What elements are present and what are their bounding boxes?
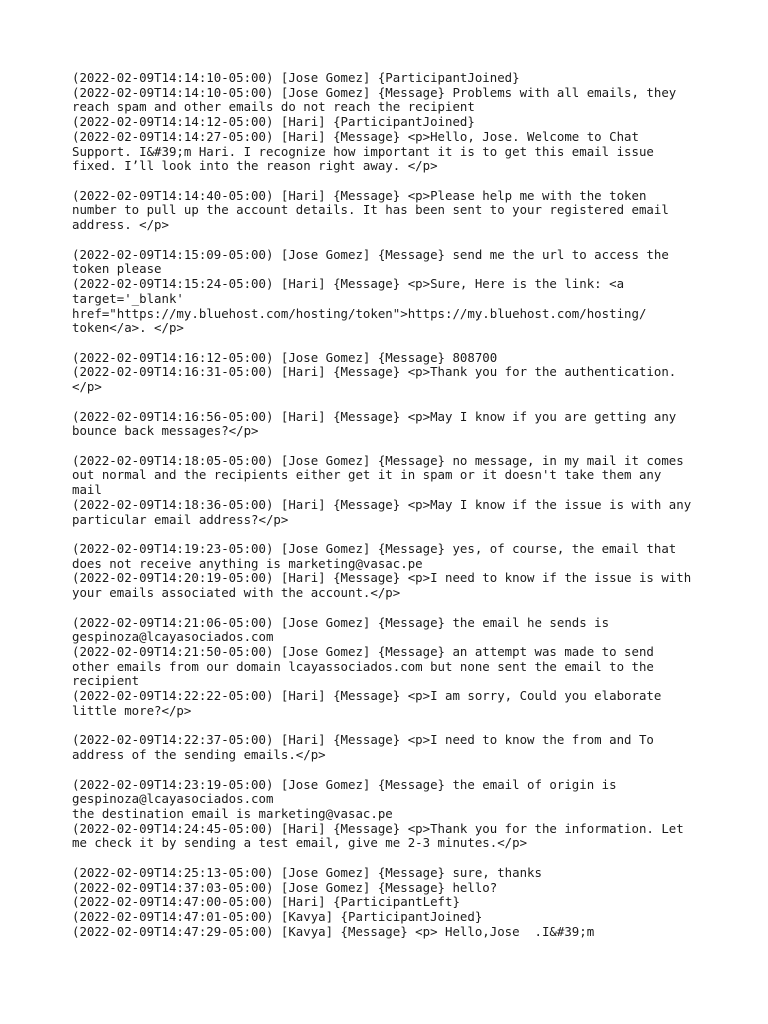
blank-line bbox=[72, 336, 712, 351]
transcript-line: (2022-02-09T14:18:05-05:00) [Jose Gomez] {Message} no message, in my mail it comes bbox=[72, 452, 684, 468]
transcript-line: (2022-02-09T14:37:03-05:00) [Jose Gomez] {Message} hello? bbox=[72, 879, 498, 895]
transcript-line: token please bbox=[72, 261, 162, 277]
transcript-line: gespinoza@lcayasociados.com bbox=[72, 791, 274, 807]
blank-line bbox=[72, 601, 712, 616]
transcript-line: (2022-02-09T14:47:00-05:00) [Hari] {ParticipantLeft} bbox=[72, 894, 460, 910]
transcript-line: token</a>. </p> bbox=[72, 320, 184, 336]
transcript-line: (2022-02-09T14:47:01-05:00) [Kavya] {ParticipantJoined} bbox=[72, 908, 483, 924]
transcript-line: gespinoza@lcayasociados.com bbox=[72, 629, 274, 645]
transcript-line: (2022-02-09T14:18:36-05:00) [Hari] {Message} <p>May I know if the issue is with any bbox=[72, 496, 692, 512]
transcript-line: (2022-02-09T14:14:10-05:00) [Jose Gomez] {ParticipantJoined} bbox=[72, 70, 520, 85]
transcript-line: (2022-02-09T14:22:22-05:00) [Hari] {Message} <p>I am sorry, Could you elaborate bbox=[72, 688, 662, 704]
transcript-line: address. </p> bbox=[72, 217, 169, 233]
transcript-line: </p> bbox=[72, 379, 102, 395]
blank-line bbox=[72, 719, 712, 734]
transcript-line: (2022-02-09T14:20:19-05:00) [Hari] {Message} <p>I need to know if the issue is with bbox=[72, 570, 692, 586]
blank-line bbox=[72, 851, 712, 866]
transcript-line: (2022-02-09T14:47:29-05:00) [Kavya] {Message} <p> Hello,Jose .I&#39;m bbox=[72, 923, 595, 939]
transcript-line: (2022-02-09T14:15:24-05:00) [Hari] {Message} <p>Sure, Here is the link: <a bbox=[72, 276, 625, 292]
transcript-line: (2022-02-09T14:21:06-05:00) [Jose Gomez] {Message} the email he sends is bbox=[72, 614, 610, 630]
transcript-line: (2022-02-09T14:23:19-05:00) [Jose Gomez] {Message} the email of origin is bbox=[72, 776, 617, 792]
blank-line bbox=[72, 233, 712, 248]
transcript-line: href="https://my.bluehost.com/hosting/token">https://my.bluehost.com/hosting/ bbox=[72, 305, 647, 321]
transcript-line: (2022-02-09T14:25:13-05:00) [Jose Gomez] {Message} sure, thanks bbox=[72, 864, 542, 880]
transcript-line: (2022-02-09T14:16:56-05:00) [Hari] {Message} <p>May I know if you are getting any bbox=[72, 408, 677, 424]
transcript-line: me check it by sending a test email, give me 2-3 minutes.</p> bbox=[72, 835, 528, 851]
blank-line bbox=[72, 439, 712, 454]
transcript-line: recipient bbox=[72, 673, 140, 689]
transcript-line: little more?</p> bbox=[72, 702, 192, 718]
transcript-line: bounce back messages?</p> bbox=[72, 423, 259, 439]
transcript-line: (2022-02-09T14:22:37-05:00) [Hari] {Message} <p>I need to know the from and To bbox=[72, 732, 654, 748]
transcript-line: fixed. I’ll look into the reason right away. </p> bbox=[72, 158, 438, 174]
transcript-line: your emails associated with the account.</p> bbox=[72, 585, 401, 601]
transcript-line: (2022-02-09T14:14:40-05:00) [Hari] {Message} <p>Please help me with the token bbox=[72, 187, 647, 203]
transcript-line: (2022-02-09T14:16:12-05:00) [Jose Gomez] {Message} 808700 bbox=[72, 349, 498, 365]
transcript-line: does not receive anything is marketing@vasac.pe bbox=[72, 555, 423, 571]
transcript-line: (2022-02-09T14:24:45-05:00) [Hari] {Message} <p>Thank you for the information. Let bbox=[72, 820, 684, 836]
transcript-line: (2022-02-09T14:14:12-05:00) [Hari] {ParticipantJoined} bbox=[72, 114, 475, 130]
transcript-line: mail bbox=[72, 482, 102, 498]
transcript-line: number to pull up the account details. It has been sent to your registered email bbox=[72, 202, 669, 218]
transcript-line: Support. I&#39;m Hari. I recognize how important it is to get this email issue bbox=[72, 143, 654, 159]
transcript-line: particular email address?</p> bbox=[72, 511, 289, 527]
transcript-line: reach spam and other emails do not reach the recipient bbox=[72, 99, 475, 115]
transcript-line: (2022-02-09T14:14:27-05:00) [Hari] {Message} <p>Hello, Jose. Welcome to Chat bbox=[72, 128, 639, 144]
blank-line bbox=[72, 763, 712, 778]
blank-line bbox=[72, 174, 712, 189]
transcript-line: (2022-02-09T14:15:09-05:00) [Jose Gomez] {Message} send me the url to access the bbox=[72, 246, 669, 262]
transcript-line: the destination email is marketing@vasac.pe bbox=[72, 805, 393, 821]
transcript-line: out normal and the recipients either get it in spam or it doesn't take them any bbox=[72, 467, 662, 483]
transcript-line: target='_blank' bbox=[72, 290, 184, 306]
transcript-line: (2022-02-09T14:14:10-05:00) [Jose Gomez] {Message} Problems with all emails, they bbox=[72, 84, 677, 100]
chat-transcript bbox=[72, 71, 712, 939]
transcript-line: other emails from our domain lcayassociados.com but none sent the email to the bbox=[72, 658, 654, 674]
transcript-line: (2022-02-09T14:21:50-05:00) [Jose Gomez] {Message} an attempt was made to send bbox=[72, 644, 654, 660]
blank-line bbox=[72, 527, 712, 542]
transcript-line: address of the sending emails.</p> bbox=[72, 747, 326, 763]
blank-line bbox=[72, 395, 712, 410]
transcript-line: (2022-02-09T14:19:23-05:00) [Jose Gomez] {Message} yes, of course, the email that bbox=[72, 541, 677, 556]
transcript-line: (2022-02-09T14:16:31-05:00) [Hari] {Message} <p>Thank you for the authentication. bbox=[72, 364, 677, 380]
